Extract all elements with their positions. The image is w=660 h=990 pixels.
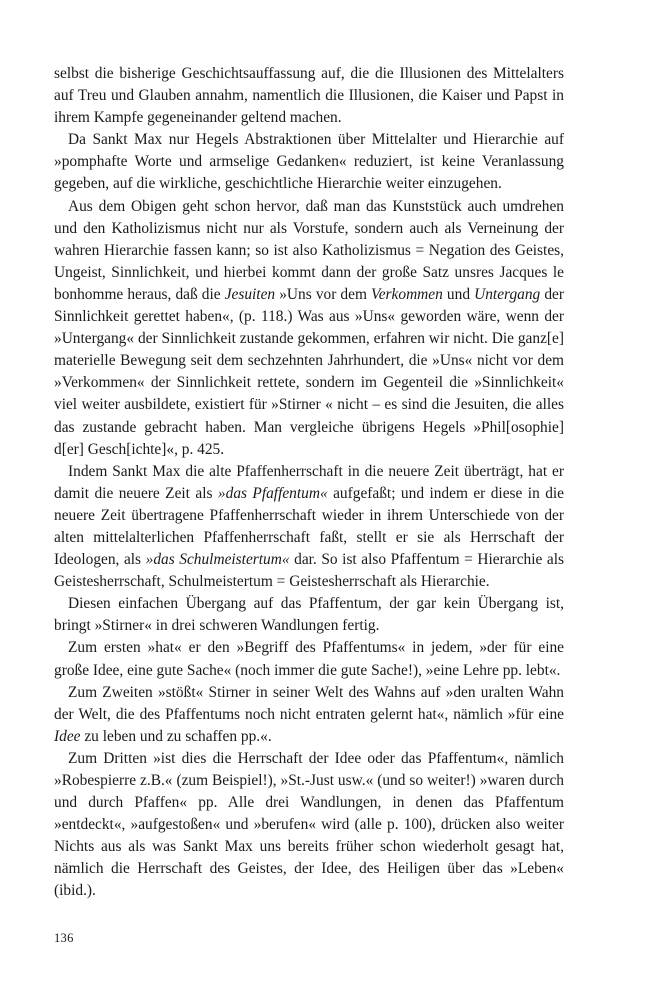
text-run: Zum Zweiten »stößt« Stirner in seiner Welt des Wahns auf »den uralten Wahn der Welt, die des Pfaffentums noch nicht entraten gelernt hat«, nämlich »für eine xyxy=(54,683,564,723)
italic-text: Jesuiten xyxy=(224,285,276,303)
text-run: Indem Sankt Max die alte Pfaffenherrschaft in die neuere Zeit überträgt, hat er damit die neuere Zeit als xyxy=(54,462,564,502)
text-run: Zum ersten »hat« er den »Begriff des Pfaffentums« in jedem, »der für eine große Idee, eine gute Sache« (noch immer die gute Sache!), »eine Lehre pp. lebt«. xyxy=(54,639,564,679)
text-run: dar. So ist also Pfaffentum = Hierarchie als Geistesherrschaft, Schulmeistertum = Geistesherrschaft als Hierarchie. xyxy=(54,551,564,591)
text-run: »Uns vor dem xyxy=(275,285,372,303)
paragraph xyxy=(54,196,564,461)
page-number: 136 xyxy=(54,931,74,945)
text-run: Zum Dritten »ist dies die Herrschaft der Idee oder das Pfaffentum«, nämlich »Robespierre z.B.« (zum Beispiel!), »St.-Just usw.« (und so weiter!) »waren durch und durch Pfaffen« pp. Alle drei Wandlungen, in denen das Pfaffentum »entdeckt«, »aufgestoßen« und »berufen« wird (alle p. 100), drücken also weiter Nichts aus als was Sankt Max uns bereits früher schon wiederholt gesagt hat, nämlich die Herrschaft des Geistes, der Idee, des Heiligen über das »Leben« (ibid.). xyxy=(54,749,564,900)
text-run: aufgefaßt; und indem er diese in die neuere Zeit übertragene Pfaffenherrschaft wieder in ihrem Unterschiede von der alten mittelalterlichen Pfaffenherrschaft faßt, stellt er sie als Herrschaft der Ideologen, als xyxy=(54,484,565,569)
paragraph xyxy=(54,748,564,903)
text-run: selbst die bisherige Geschichtsauffassung auf, die die Illusionen des Mittelalters auf Treu und Glauben annahm, namentlich die Illusionen, die Kaiser und Papst in ihrem Kampfe gegeneinander geltend machen. xyxy=(54,65,564,127)
italic-text: »das Schulmeistertum« xyxy=(145,551,290,569)
text-run: der Sinnlichkeit gerettet haben«, (p. 118.) Was aus »Uns« geworden wäre, wenn der »Untergang« der Sinnlichkeit zustande gekommen, erfahren wir nicht. Die ganz[e] materielle Bewegung seit dem sechzehnten Jahrhundert, die »Uns« nicht vor dem »Verkommen« der Sinnlichkeit rettete, sondern im Gegenteil die »Sinnlichkeit« viel weiter ausbildete, existiert für »Stirner « nicht – es sind die Jesuiten, die alles das zustande gebracht haben. Man vergleiche übrigens Hegels »Phil[osophie] d[er] Gesch[ichte]«, p. 425. xyxy=(54,285,565,458)
paragraph xyxy=(54,637,564,681)
text-run: Aus dem Obigen geht schon hervor, daß man das Kunststück auch umdrehen und den Katholizismus nicht nur als Vorstufe, sondern auch als Verneinung der wahren Hierarchie fassen kann; so ist also Katholizismus = Negation des Geistes, Ungeist, Sinnlichkeit, und hierbei kommt dann der große Satz unsres Jacques le bonhomme heraus, daß die xyxy=(54,197,564,303)
italic-text: »das Pfaffentum« xyxy=(217,484,328,502)
paragraph xyxy=(54,593,564,637)
text-run: Diesen einfachen Übergang auf das Pfaffentum, der gar kein Übergang ist, bringt »Stirner« in drei schweren Wandlungen fertig. xyxy=(54,595,564,635)
text-run: Da Sankt Max nur Hegels Abstraktionen über Mittelalter und Hierarchie auf »pomphafte Worte und armselige Gedanken« reduziert, ist keine Veranlassung gegeben, auf die wirkliche, geschichtliche Hierarchie weiter einzugehen. xyxy=(54,131,564,193)
italic-text: Untergang xyxy=(474,285,541,303)
italic-text: Verkommen xyxy=(371,285,443,303)
text-run: zu leben und zu schaffen pp.«. xyxy=(80,727,272,745)
body-text xyxy=(54,63,564,903)
paragraph xyxy=(54,682,564,748)
paragraph xyxy=(54,461,564,594)
paragraph xyxy=(54,129,564,195)
italic-text: Idee xyxy=(54,727,81,745)
text-run: und xyxy=(442,285,475,303)
paragraph xyxy=(54,63,564,129)
